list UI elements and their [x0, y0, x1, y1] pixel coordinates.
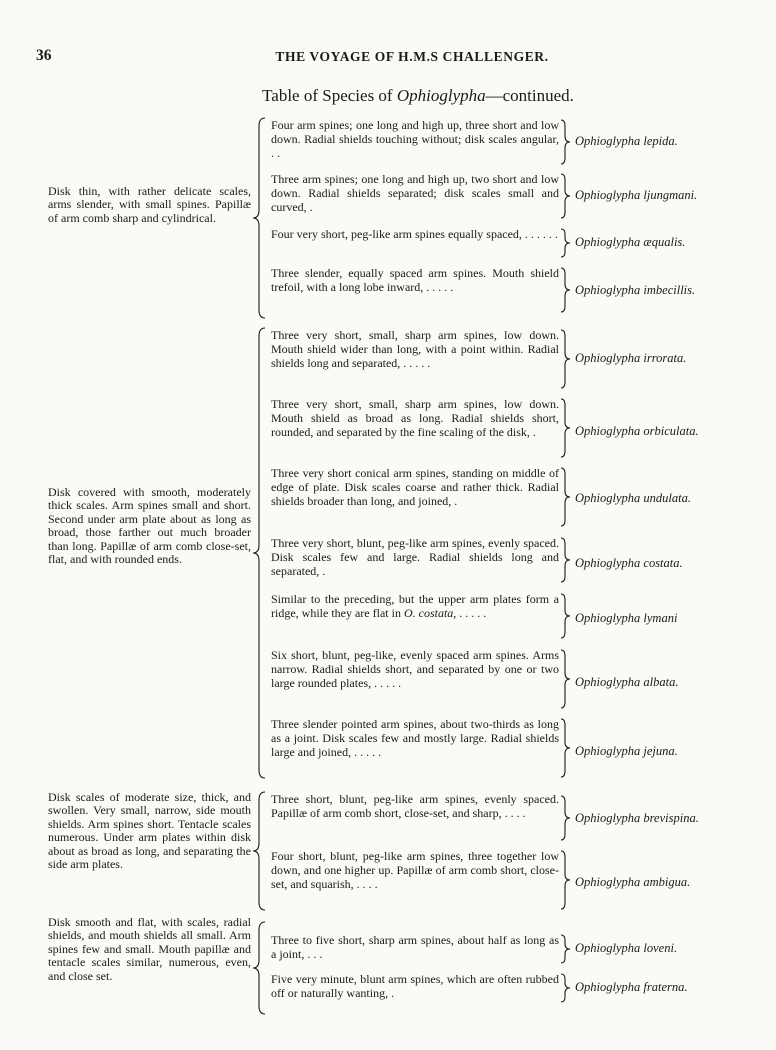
table-title: Table of Species of Ophioglypha—continued. [262, 86, 574, 105]
species-brace-undulata [561, 468, 571, 526]
species-desc-orbiculata: Three very short, small, sharp arm spines, low down. Mouth shield as broad as long. Radial shields short, rounded, and separated by the fine scaling of the disk, . [271, 397, 559, 440]
species-brace-costata [561, 538, 571, 582]
species-name-aequalis: Ophioglypha æqualis. [575, 235, 686, 249]
species-brace-irrorata [561, 330, 571, 388]
species-desc-jejuna: Three slender pointed arm spines, about two-thirds as long as a joint. Disk scales few and mostly large. Radial shields large and joined, . . . . . [271, 717, 559, 760]
species-brace-aequalis [561, 229, 571, 257]
species-brace-jejuna [561, 719, 571, 777]
species-brace-loveni [561, 935, 571, 963]
species-desc-irrorata: Three very short, small, sharp arm spines, low down. Mouth shield wider than long, with a point within. Radial shields long and separated, . . . . . [271, 328, 559, 371]
species-name-irrorata: Ophioglypha irrorata. [575, 351, 687, 365]
running-head: THE VOYAGE OF H.M.S CHALLENGER. [275, 49, 549, 64]
species-desc-undulata: Three very short conical arm spines, standing on middle of edge of plate. Disk scales coarse and rather thick. Radial shields broader than long, and joined, . [271, 466, 559, 509]
species-desc-lepida: Four arm spines; one long and high up, three short and low down. Radial shields touching without; disk scales angular, . . [271, 118, 559, 161]
species-desc-ljungmani: Three arm spines; one long and high up, two short and low down. Radial shields separated; disk scales small and curved, . [271, 172, 559, 215]
species-name-imbecillis: Ophioglypha imbecillis. [575, 283, 696, 297]
species-desc-albata: Six short, blunt, peg-like, evenly spaced arm spines. Arms narrow. Radial shields short, and separated by one or two large rounded plates, . . . . . [271, 648, 559, 691]
species-desc-loveni: Three to five short, sharp arm spines, about half as long as a joint, . . . [271, 933, 559, 962]
group-3-brace [253, 792, 267, 910]
species-brace-ljungmani [561, 174, 571, 218]
species-desc-lymani: Similar to the preceding, but the upper arm plates form a ridge, while they are flat in O. costata, . . . . . [271, 592, 559, 621]
group-4-description: Disk smooth and flat, with scales, radial shields, and mouth shields all small. Arm spines few and small. Mouth papillæ and tentacle scales similar, numerous, even, and close set. [48, 915, 251, 983]
page-number: 36 [36, 47, 52, 64]
group-3-description: Disk scales of moderate size, thick, and swollen. Very small, narrow, side mouth shields. Arm spines short. Tentacle scales numerous. Under arm plates within disk about as broad as long, and separating the side arm plates. [48, 790, 251, 872]
species-brace-lepida [561, 120, 571, 164]
species-desc-aequalis: Four very short, peg-like arm spines equally spaced, . . . . . . [271, 227, 558, 241]
group-4-brace [253, 922, 267, 1014]
species-name-loveni: Ophioglypha loveni. [575, 941, 678, 955]
species-brace-fraterna [561, 974, 571, 1002]
species-name-lymani: Ophioglypha lymani [575, 611, 678, 625]
species-brace-orbiculata [561, 399, 571, 457]
species-name-jejuna: Ophioglypha jejuna. [575, 744, 678, 758]
species-brace-brevispina [561, 796, 571, 840]
species-name-undulata: Ophioglypha undulata. [575, 491, 691, 505]
species-desc-imbecillis: Three slender, equally spaced arm spines. Mouth shield trefoil, with a long lobe inward, . . . . . [271, 266, 559, 295]
species-brace-imbecillis [561, 268, 571, 312]
species-desc-fraterna: Five very minute, blunt arm spines, which are often rubbed off or naturally wanting, . [271, 972, 559, 1001]
species-brace-ambigua [561, 851, 571, 909]
species-desc-costata: Three very short, blunt, peg-like arm spines, evenly spaced. Disk scales few and large. Radial shields long and separated, . [271, 536, 559, 579]
species-name-ljungmani: Ophioglypha ljungmani. [575, 188, 698, 202]
species-desc-brevispina: Three short, blunt, peg-like arm spines, evenly spaced. Papillæ of arm comb short, close-set, and sharp, . . . . [271, 792, 559, 821]
species-brace-albata [561, 650, 571, 708]
species-brace-lymani [561, 594, 571, 638]
species-desc-ambigua: Four short, blunt, peg-like arm spines, three together low down, and one higher up. Papillæ of arm comb short, close-set, and squarish, . . . . [271, 849, 559, 892]
group-1-description: Disk thin, with rather delicate scales, arms slender, with small spines. Papillæ of arm comb sharp and cylindrical. [48, 184, 251, 225]
species-name-albata: Ophioglypha albata. [575, 675, 679, 689]
group-2-brace [253, 328, 267, 778]
species-name-ambigua: Ophioglypha ambigua. [575, 875, 691, 889]
species-desc-lymani-italic: O. costata [403, 606, 454, 621]
group-2-description: Disk covered with smooth, moderately thick scales. Arm spines small and short. Second under arm plate about as long as broad, those farther out much broader than long. Papillæ of arm comb close-set, flat, and with rounded ends. [48, 485, 251, 567]
species-name-lepida: Ophioglypha lepida. [575, 134, 678, 148]
species-name-costata: Ophioglypha costata. [575, 556, 683, 570]
species-name-fraterna: Ophioglypha fraterna. [575, 980, 688, 994]
species-name-orbiculata: Ophioglypha orbiculata. [575, 424, 699, 438]
table-title-genus: Ophioglypha [396, 86, 486, 105]
group-1-brace [253, 118, 267, 318]
species-name-brevispina: Ophioglypha brevispina. [575, 811, 699, 825]
